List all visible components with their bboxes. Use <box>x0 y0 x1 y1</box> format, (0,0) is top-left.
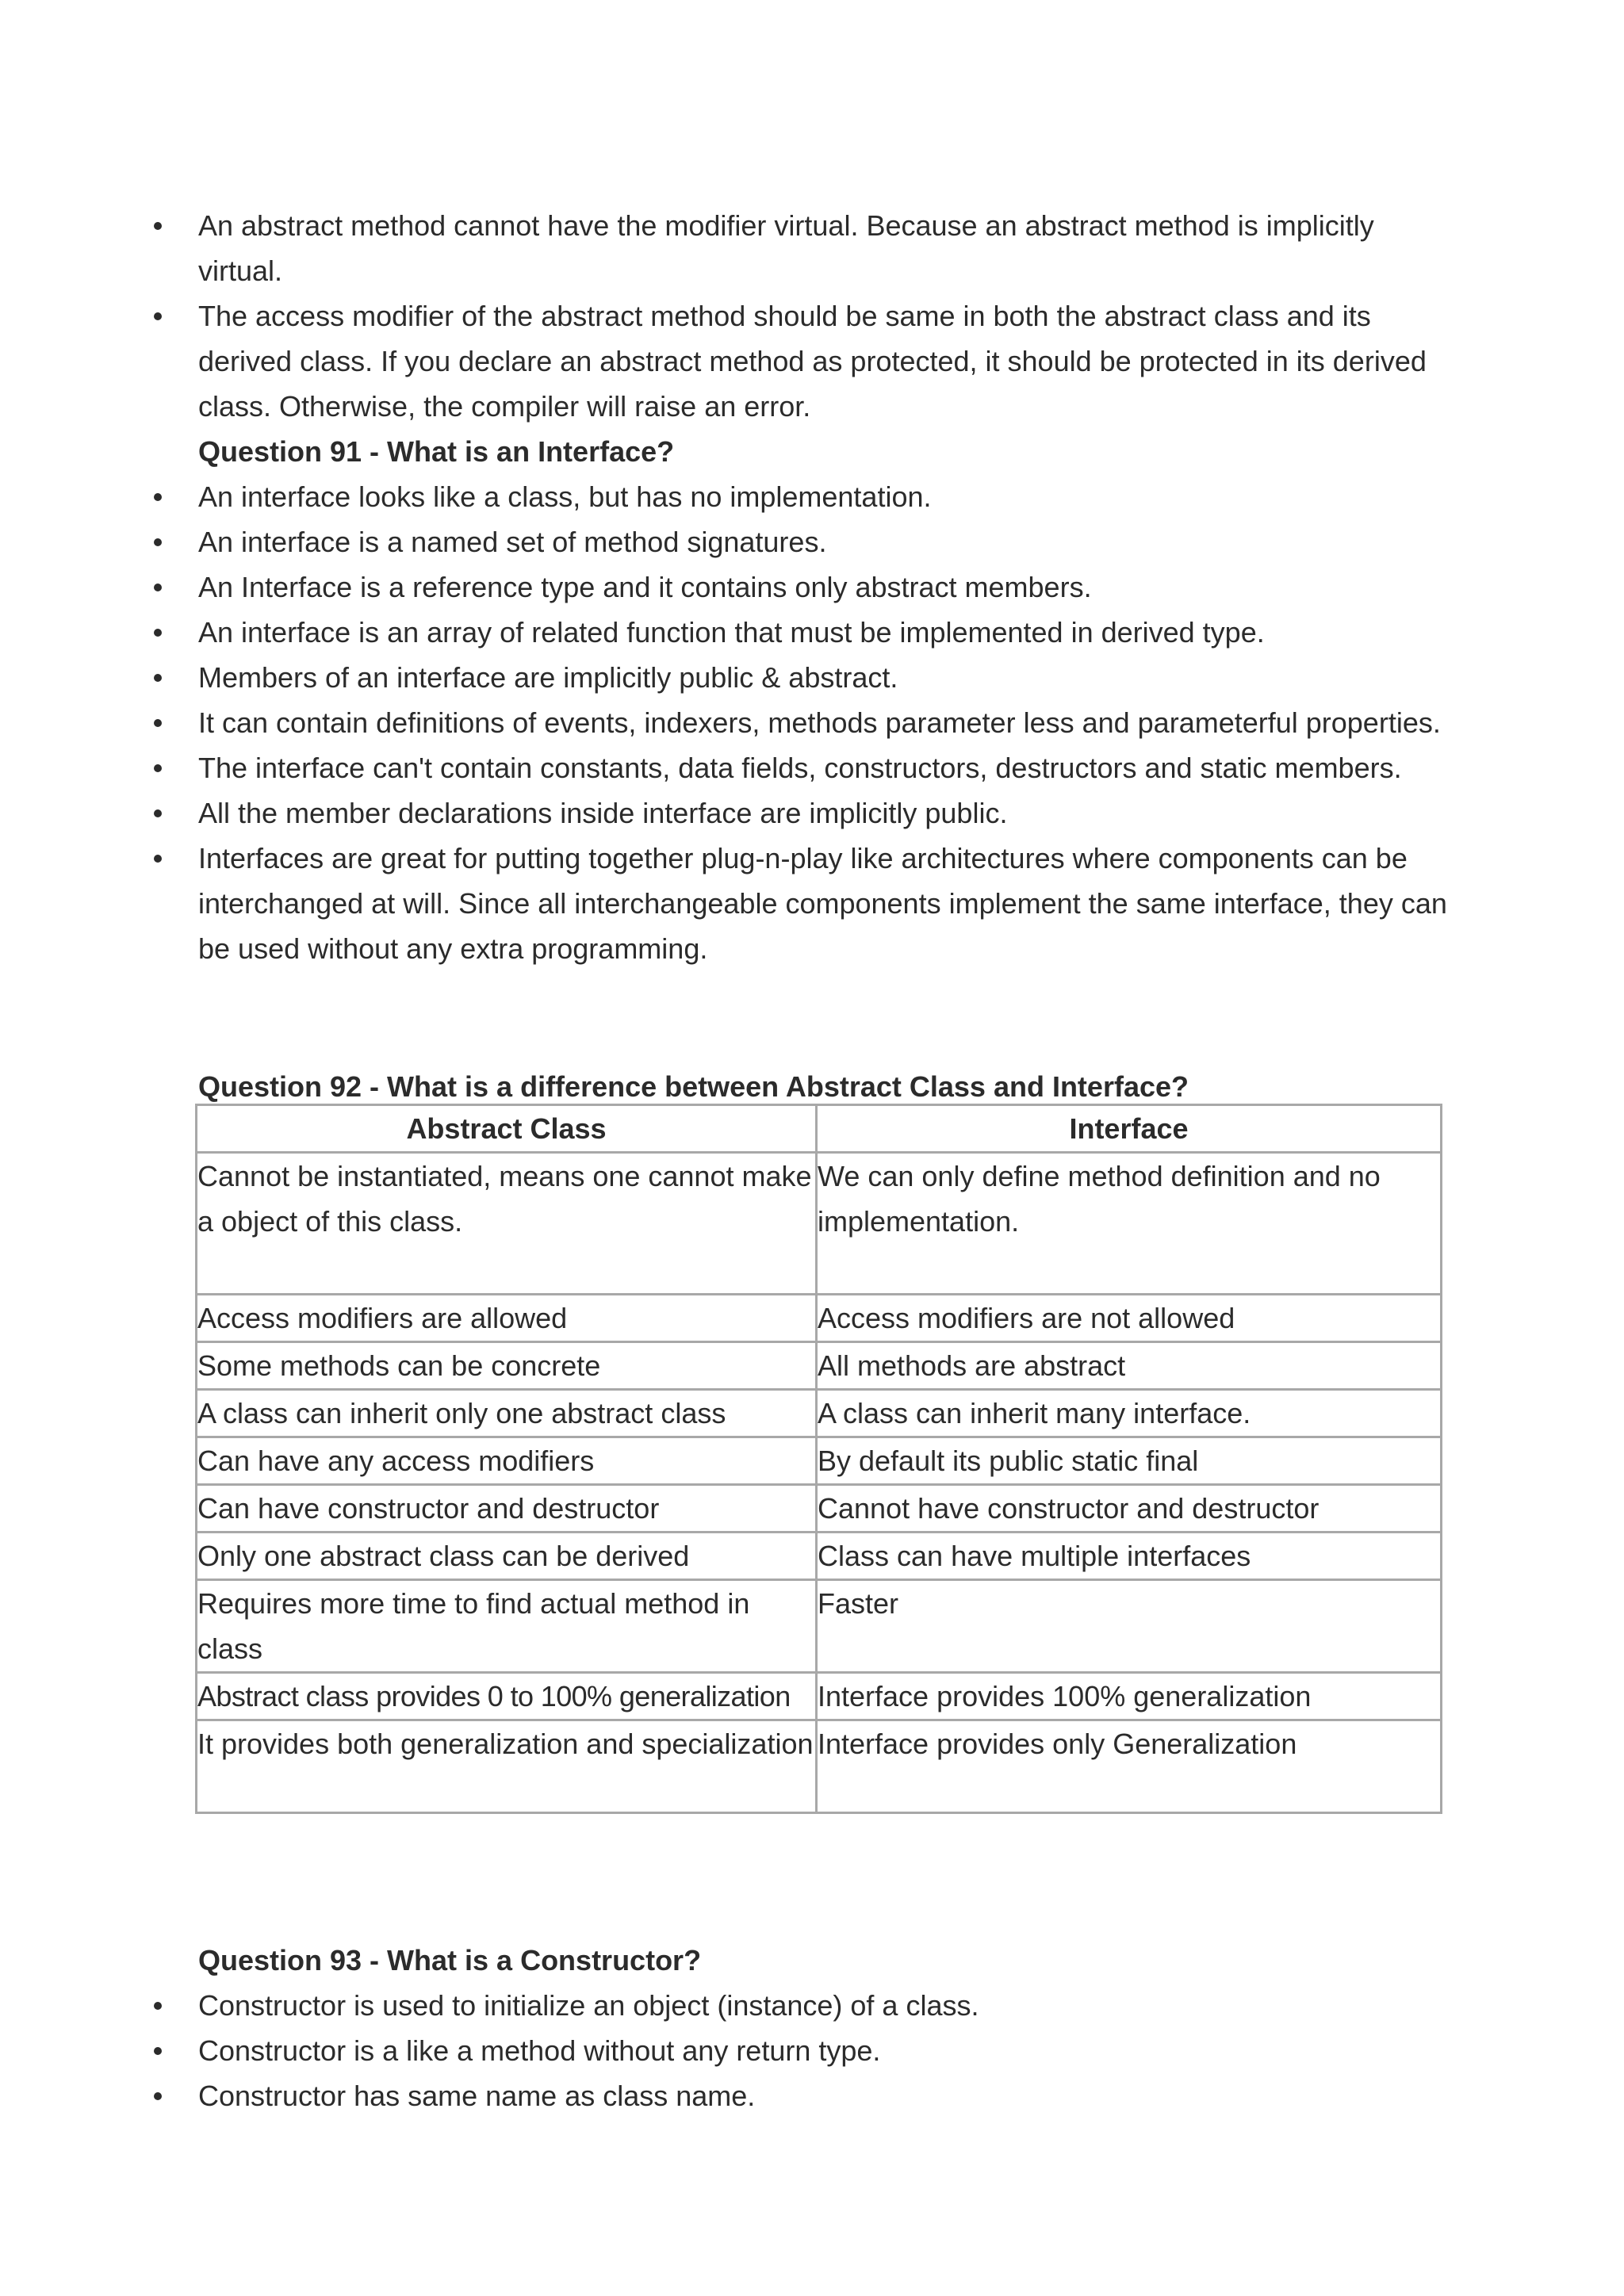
table-row <box>197 1485 1442 1533</box>
table-cell: It provides both generalization and specialization <box>197 1720 817 1813</box>
question-93-bullets <box>149 1983 1450 2118</box>
table-row <box>197 1673 1442 1720</box>
table-row <box>197 1580 1442 1673</box>
list-item: Members of an interface are implicitly public & abstract. <box>149 655 1450 700</box>
table-cell: Can have any access modifiers <box>197 1437 817 1485</box>
table-cell: Cannot have constructor and destructor <box>817 1485 1442 1533</box>
question-93-heading: Question 93 - What is a Constructor? <box>198 1944 702 1976</box>
list-item: It can contain definitions of events, indexers, methods parameter less and parameterful properties. <box>149 700 1450 745</box>
table-cell: Class can have multiple interfaces <box>817 1533 1442 1580</box>
list-item: An abstract method cannot have the modifier virtual. Because an abstract method is implicitly virtual. <box>149 203 1450 293</box>
list-item: An interface is an array of related function that must be implemented in derived type. <box>149 610 1450 655</box>
question-91-heading: Question 91 - What is an Interface? <box>198 435 675 468</box>
list-item: An Interface is a reference type and it contains only abstract members. <box>149 564 1450 610</box>
table-cell: Faster <box>817 1580 1442 1673</box>
table-cell: By default its public static final <box>817 1437 1442 1485</box>
table-header-row <box>197 1105 1442 1153</box>
list-item: Interfaces are great for putting together plug-n-play like architectures where components can be interchanged at will. Since all interchangeable components implement the same interface, they can be used without any extra programming. <box>149 836 1450 971</box>
table-cell: Some methods can be concrete <box>197 1342 817 1390</box>
list-item: An interface looks like a class, but has no implementation. <box>149 474 1450 519</box>
table-row <box>197 1390 1442 1437</box>
table-cell: Access modifiers are allowed <box>197 1295 817 1342</box>
table-cell: Access modifiers are not allowed <box>817 1295 1442 1342</box>
table-row <box>197 1533 1442 1580</box>
list-item: Constructor is used to initialize an object (instance) of a class. <box>149 1983 1450 2028</box>
question-91-bullets <box>149 474 1450 971</box>
abstract-method-bullets <box>149 203 1450 429</box>
abstract-method-section <box>149 203 1450 971</box>
question-92-section <box>149 1064 1450 1109</box>
column-header-interface: Interface <box>817 1105 1442 1153</box>
list-item: Constructor has same name as class name. <box>149 2073 1450 2118</box>
list-item: The access modifier of the abstract method should be same in both the abstract class and its derived class. If you declare an abstract method as protected, it should be protected in its derived class. Otherwise, the compiler will raise an error. <box>149 293 1450 429</box>
list-item: All the member declarations inside interface are implicitly public. <box>149 790 1450 836</box>
table-cell: Interface provides 100% generalization <box>817 1673 1442 1720</box>
table-cell: We can only define method definition and no implementation. <box>817 1153 1442 1295</box>
table-cell: Can have constructor and destructor <box>197 1485 817 1533</box>
table-row <box>197 1342 1442 1390</box>
table-cell: Requires more time to find actual method in class <box>197 1580 817 1673</box>
table-cell: A class can inherit many interface. <box>817 1390 1442 1437</box>
table-row <box>197 1295 1442 1342</box>
table-cell: Only one abstract class can be derived <box>197 1533 817 1580</box>
comparison-table <box>195 1104 1442 1814</box>
table-cell: Cannot be instantiated, means one cannot make a object of this class. <box>197 1153 817 1295</box>
table-row <box>197 1437 1442 1485</box>
column-header-abstract-class: Abstract Class <box>197 1105 817 1153</box>
question-93-section <box>149 1938 1450 2118</box>
list-item: Constructor is a like a method without any return type. <box>149 2028 1450 2073</box>
list-item: The interface can't contain constants, data fields, constructors, destructors and static members. <box>149 745 1450 790</box>
table-row <box>197 1153 1442 1295</box>
table-cell: Interface provides only Generalization <box>817 1720 1442 1813</box>
list-item: An interface is a named set of method signatures. <box>149 519 1450 564</box>
table-row <box>197 1720 1442 1813</box>
table-cell: A class can inherit only one abstract class <box>197 1390 817 1437</box>
table-cell: Abstract class provides 0 to 100% generalization <box>197 1673 817 1720</box>
question-92-heading: Question 92 - What is a difference between Abstract Class and Interface? <box>198 1070 1189 1103</box>
table-cell: All methods are abstract <box>817 1342 1442 1390</box>
